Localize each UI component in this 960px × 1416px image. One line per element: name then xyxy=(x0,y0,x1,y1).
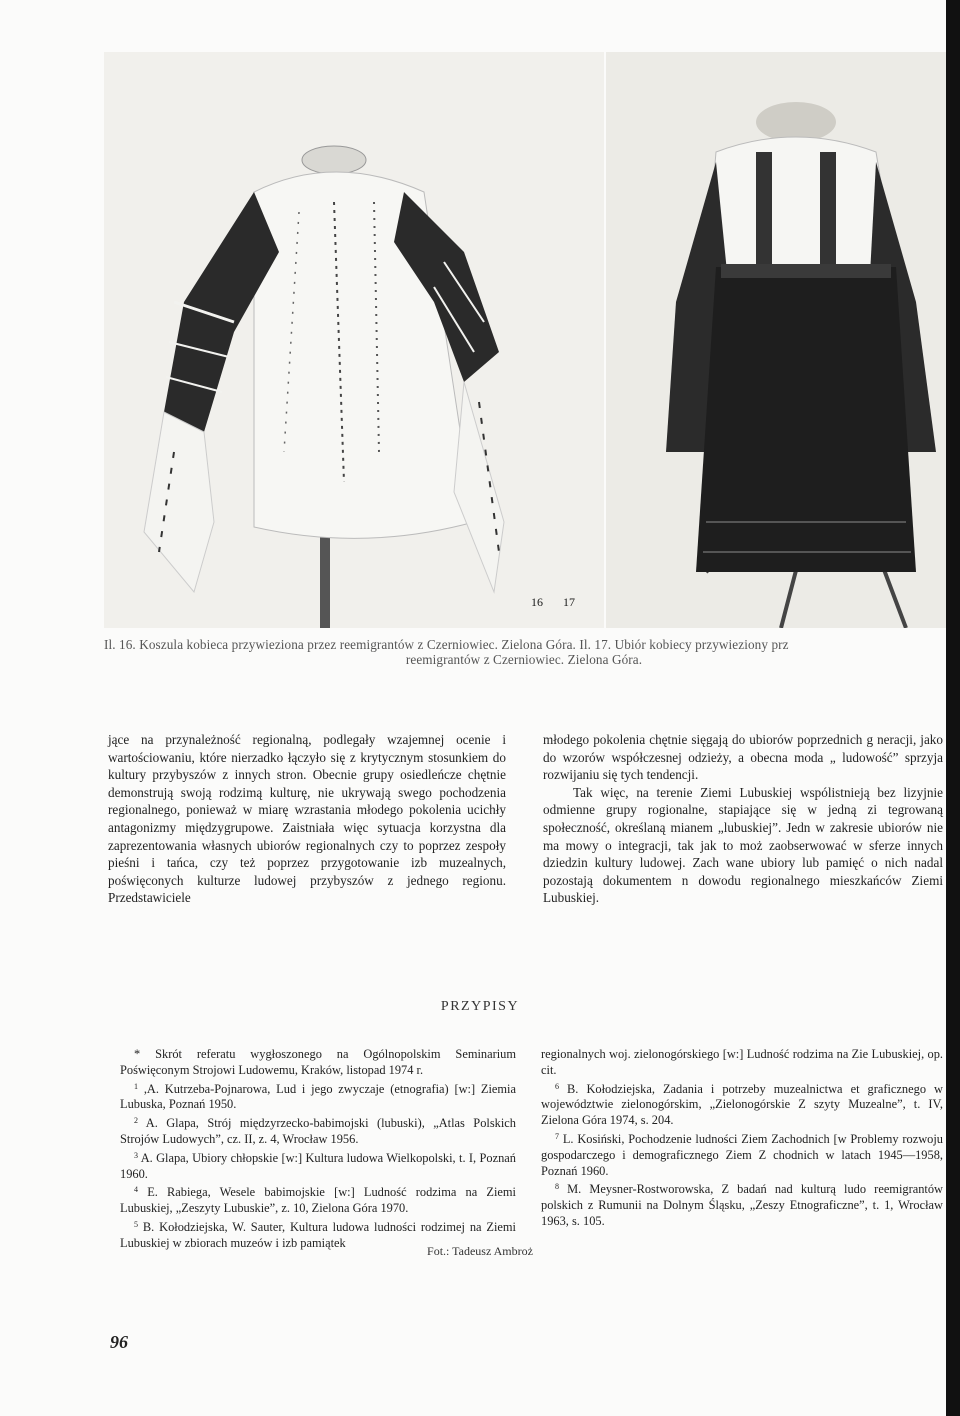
figure-caption xyxy=(104,637,944,667)
footnote-4 xyxy=(120,1182,516,1217)
footnote-1 xyxy=(120,1079,516,1114)
photo-womens-costume xyxy=(606,52,960,628)
footnote-6 xyxy=(541,1079,943,1129)
footnote-text: L. Kosiński, Pochodzenie ludności Ziem Zachodnich [w Problemy rozwoju gospodarczego i demograficznego Ziem Z chodnich w latach 1945—1958, Poznań 1960. xyxy=(541,1131,943,1178)
costume-illustration xyxy=(606,52,960,628)
page-number: 96 xyxy=(110,1332,128,1352)
footnote-8 xyxy=(541,1179,943,1229)
footnote-marker: 1 xyxy=(134,1081,138,1091)
caption-line-2: reemigrantów z Czerniowiec. Zielona Góra. xyxy=(405,652,643,667)
photo-embroidered-blouse xyxy=(104,52,604,628)
body-paragraph: młodego pokolenia chętnie sięgają do ubiorów poprzednich g neracji, jako do wzorów współczesnej odzieży, a obecna moda „ ludowość” sprzyja rozwijaniu się tych tendencji. xyxy=(543,732,943,783)
footnote-marker: 2 xyxy=(134,1116,138,1126)
footnote-marker: 8 xyxy=(555,1182,559,1192)
blouse-illustration xyxy=(104,52,604,628)
footnotes-column-left xyxy=(120,1047,516,1252)
footnotes-column-right xyxy=(541,1047,943,1230)
body-column-right xyxy=(543,731,943,907)
footnote-text: A. Glapa, Ubiory chłopskie [w:] Kultura ludowa Wielkopolski, t. I, Poznań 1960. xyxy=(120,1150,516,1181)
footnote-text: B. Kołodziejska, Zadania i potrzeby muzealnictwa et graficznego w województwie zielonogórskim, „Zielonogórskie Z szyty Muzealne”, t. IV, Zielona Góra 1974, s. 204. xyxy=(541,1081,943,1128)
body-column-left xyxy=(108,731,506,907)
footnote-text: M. Meysner-Rostworowska, Z badań nad kulturą ludo reemigrantów polskich z Rumunii na Dolnym Śląsku, „Zeszy Etnograficzne”, t. 1, Wrocław 1963, s. 105. xyxy=(541,1182,943,1228)
footnote-marker: 3 xyxy=(134,1150,138,1160)
footnote-continuation: regionalnych woj. zielonogórskiego [w:] Ludność rodzima na Zie Lubuskiej, op. cit. xyxy=(541,1047,943,1077)
body-paragraph: jące na przynależność regionalną, podlegały wzajemnej ocenie i wartościowaniu, które nierzadko łączyło się z krytycznym stosunkiem do kultury przybyszów z innych stron. Obecnie grupy osiedleńcze chętnie demonstrują swoją rodzimą kulturę, nie ukrywają swego pochodzenia regionalnego, ponieważ w miarę wzrastania młodego pokolenia ucichły antagonizmy międzygrupowe. Zaistniała więc sytuacja korzystna dla zaprezentowania własnych ubiorów regionalnych czy to poprzez zespoły pieśni i tańca, czy też poprzez przygotowanie izb muzealnych, poświęconych kulturze ludowej przybyszów z jednego regionu. Przedstawiciele xyxy=(108,732,506,906)
body-paragraph: Tak więc, na terenie Ziemi Lubuskiej wspólistnieją bez lizyjnie odmienne grupy rogionalne, stapiające się w jedną zi tegrowaną społeczność, określaną mianem „lubuskiej”. Jedn w zakresie ubiorów nie ma mowy o integracji, tak jak to moż zaobserwować w sferze innych dziedzin kultury ludowej. Zach wane ubiory lub pamięć o nich nadal pozostają dokumentem n dowodu regionalnego mieszkańców Ziemi Lubuskiej. xyxy=(543,784,943,906)
footnote-text: E. Rabiega, Wesele babimojskie [w:] Ludność rodzima na Ziemi Lubuskiej, „Zeszyty Lubuskie”, z. 10, Zielona Góra 1970. xyxy=(120,1185,516,1216)
photo-credit: Fot.: Tadeusz Ambroż xyxy=(427,1244,533,1258)
caption-line-1: Il. 16. Koszula kobieca przywieziona przez reemigrantów z Czerniowiec. Zielona Góra. Il. 17. Ubiór kobiecy przywieziony prz xyxy=(104,637,789,652)
footnote-7 xyxy=(541,1129,943,1179)
footnote-3 xyxy=(120,1148,516,1183)
figure-number-17: 17 xyxy=(563,595,575,609)
footnote-text: A. Glapa, Strój międzyrzecko-babimojski (lubuski), „Atlas Polskich Strojów Ludowych”, cz. II, z. 4, Wrocław 1956. xyxy=(120,1116,516,1146)
footnote-marker: 4 xyxy=(134,1185,138,1195)
figure-number-16: 16 xyxy=(531,595,543,609)
footnote-marker: 5 xyxy=(134,1219,138,1229)
footnote-2 xyxy=(120,1113,516,1148)
footnote-marker: 7 xyxy=(555,1131,559,1141)
footnote-marker: 6 xyxy=(555,1081,559,1091)
scan-edge-shadow xyxy=(946,0,960,1416)
footnote-star: * Skrót referatu wygłoszonego na Ogólnopolskim Seminarium Poświęconym Strojowi Ludowemu, Kraków, listopad 1974 r. xyxy=(120,1047,516,1077)
footnote-text: ,A. Kutrzeba-Pojnarowa, Lud i jego zwyczaje (etnografia) [w:] Ziemia Lubuska, Poznań 1950. xyxy=(120,1081,516,1112)
footnotes-heading: PRZYPISY xyxy=(440,999,520,1014)
footnote-text: B. Kołodziejska, W. Sauter, Kultura ludowa ludności rodzimej na Ziemi Lubuskiej w zbiorach muzeów i izb pamiątek xyxy=(120,1219,516,1250)
